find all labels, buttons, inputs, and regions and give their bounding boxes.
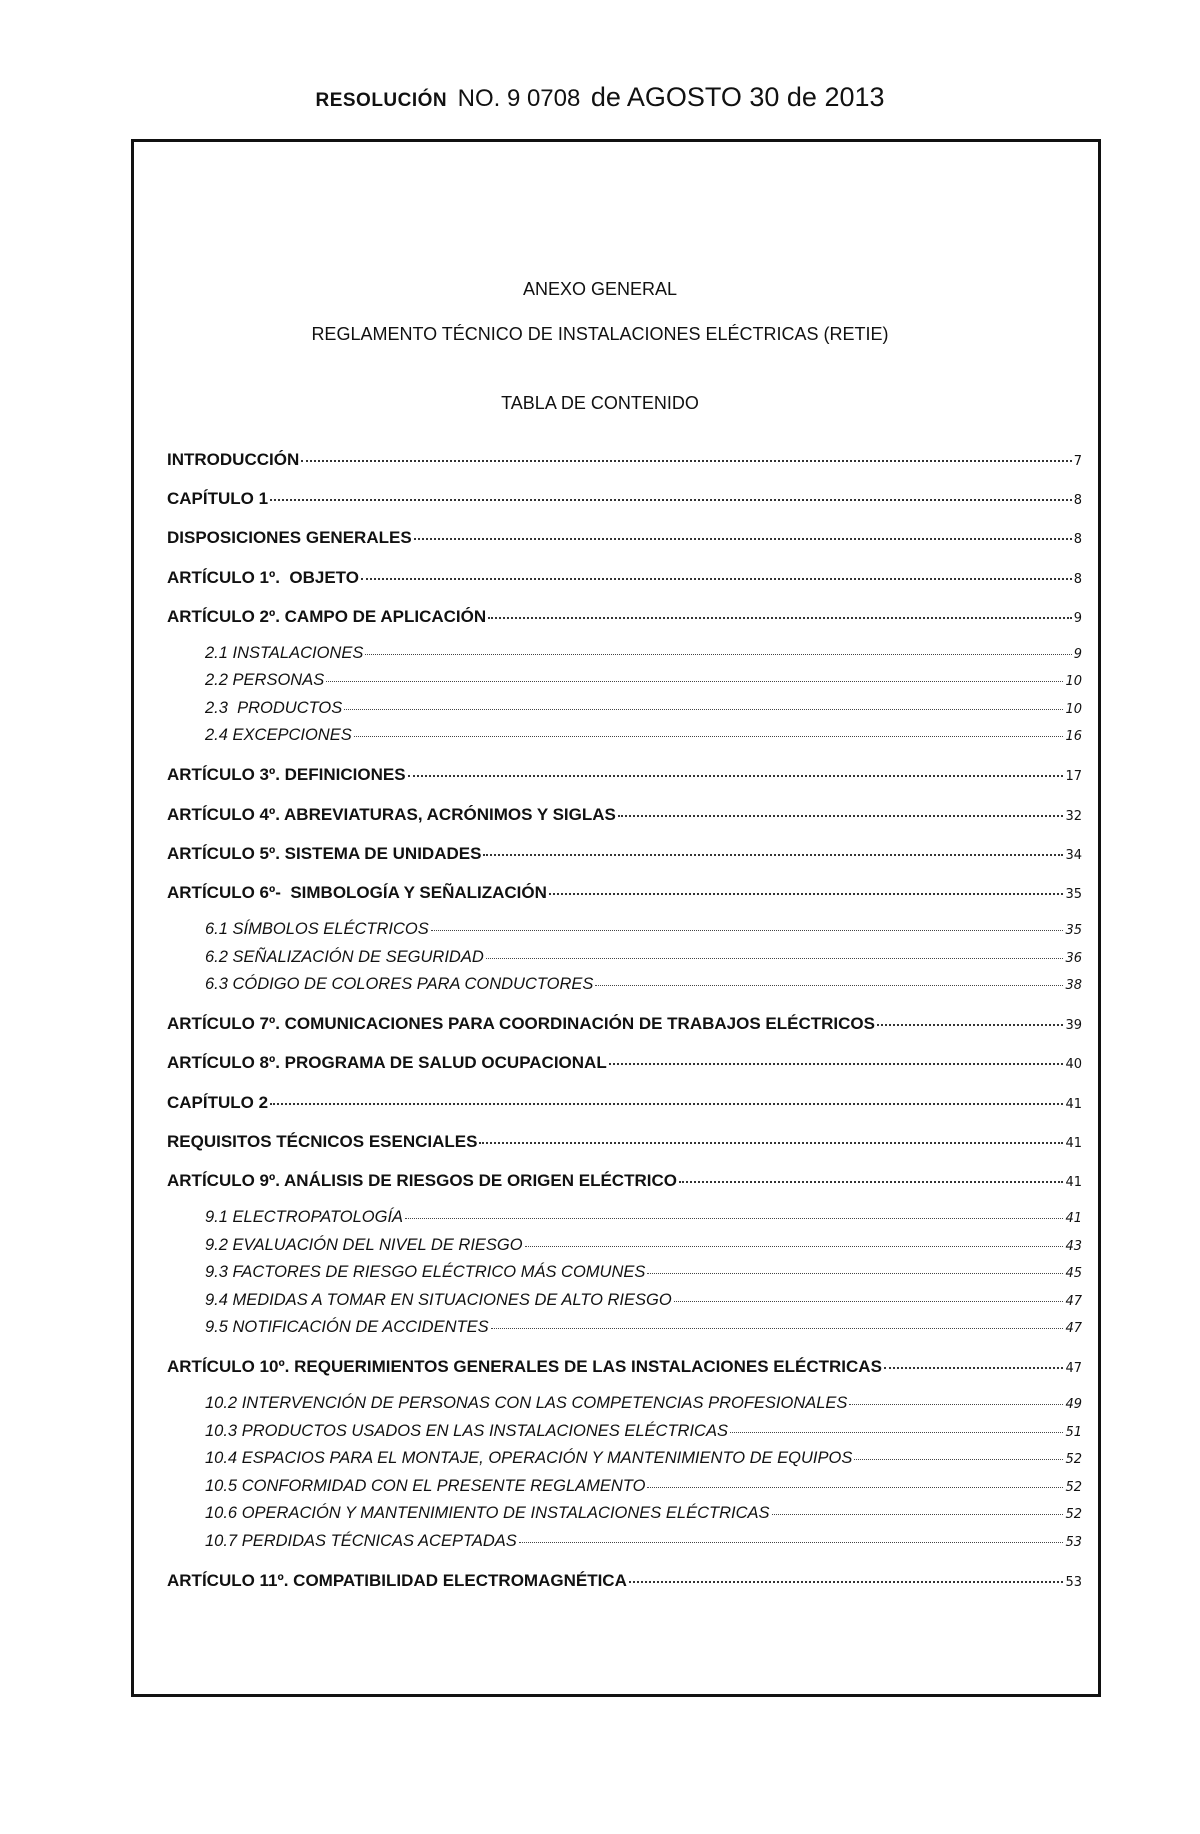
toc-subentry-6-1[interactable] (167, 918, 1082, 946)
toc-entry-label: 2.4 EXCEPCIONES (205, 726, 352, 745)
toc-page-number: 43 (1065, 1238, 1082, 1254)
toc-page-number: 52 (1065, 1479, 1082, 1495)
toc-entry-capitulo-2[interactable] (167, 1089, 1082, 1128)
toc-page-number: 47 (1065, 1293, 1082, 1309)
toc-entry-disposiciones-generales[interactable] (167, 524, 1082, 563)
toc-entry-label: 10.5 CONFORMIDAD CON EL PRESENTE REGLAMENTO (205, 1476, 646, 1495)
toc-subentry-10-3[interactable] (167, 1420, 1082, 1448)
dot-leader (647, 1273, 1063, 1274)
toc-page-number: 41 (1065, 1135, 1082, 1151)
toc-entry-articulo-3[interactable] (167, 761, 1082, 800)
toc-entry-label: ARTÍCULO 11º. COMPATIBILIDAD ELECTROMAGNÉTICA (167, 1570, 627, 1590)
toc-entry-label: ARTÍCULO 6º- SIMBOLOGÍA Y SEÑALIZACIÓN (167, 883, 547, 902)
toc-page-number: 39 (1065, 1018, 1082, 1034)
toc-page-number: 40 (1065, 1057, 1082, 1073)
toc-entry-label: 9.3 FACTORES DE RIESGO ELÉCTRICO MÁS COMUNES (205, 1263, 646, 1282)
dot-leader (849, 1404, 1063, 1405)
toc-entry-label: 6.3 CÓDIGO DE COLORES PARA CONDUCTORES (205, 975, 594, 994)
toc-subentry-2-1[interactable] (167, 642, 1082, 670)
dot-leader (674, 1301, 1064, 1302)
dot-leader (618, 815, 1064, 817)
toc-subentry-10-6[interactable] (167, 1502, 1082, 1530)
toc-entry-label: CAPÍTULO 1 (167, 489, 269, 509)
toc-page-number: 16 (1065, 729, 1082, 745)
toc-subentry-9-5[interactable] (167, 1316, 1082, 1353)
toc-entry-articulo-1[interactable] (167, 564, 1082, 603)
toc-page-number: 45 (1065, 1266, 1082, 1282)
dot-leader (609, 1063, 1064, 1065)
toc-entry-articulo-5[interactable] (167, 840, 1082, 879)
toc-entry-capitulo-1[interactable] (167, 485, 1082, 524)
toc-entry-label: 10.2 INTERVENCIÓN DE PERSONAS CON LAS COMPETENCIAS PROFESIONALES (205, 1394, 848, 1413)
dot-leader (519, 1542, 1064, 1543)
toc-page-number: 9 (1073, 610, 1082, 626)
dot-leader (405, 1218, 1063, 1219)
toc-subentry-9-1[interactable] (167, 1206, 1082, 1234)
dot-leader (414, 538, 1072, 540)
toc-subentry-2-3[interactable] (167, 697, 1082, 725)
toc-page-number: 49 (1065, 1397, 1082, 1413)
toc-entry-label: ARTÍCULO 9º. ANÁLISIS DE RIESGOS DE ORIGEN ELÉCTRICO (167, 1170, 677, 1190)
toc-entry-label: ARTÍCULO 8º. PROGRAMA DE SALUD OCUPACIONAL (167, 1053, 607, 1073)
toc-page-number: 47 (1065, 1361, 1082, 1377)
toc-subentry-9-2[interactable] (167, 1234, 1082, 1262)
dot-leader (488, 617, 1072, 619)
toc-entry-label: ARTÍCULO 10º. REQUERIMIENTOS GENERALES DE LAS INSTALACIONES ELÉCTRICAS (167, 1357, 882, 1377)
toc-page-number: 38 (1065, 978, 1082, 994)
dot-leader (431, 930, 1064, 931)
toc-entry-label: REQUISITOS TÉCNICOS ESENCIALES (167, 1131, 478, 1151)
dot-leader (629, 1581, 1064, 1583)
toc-subentry-10-4[interactable] (167, 1447, 1082, 1475)
dot-leader (365, 654, 1071, 655)
toc-entry-label: 10.6 OPERACIÓN Y MANTENIMIENTO DE INSTALACIONES ELÉCTRICAS (205, 1504, 770, 1523)
toc-entry-label: ARTÍCULO 2º. CAMPO DE APLICACIÓN (167, 606, 487, 626)
toc-entry-label: 2.3 PRODUCTOS (205, 698, 343, 717)
dot-leader (479, 1142, 1063, 1144)
dot-leader (483, 854, 1063, 856)
dot-leader (344, 709, 1063, 710)
toc-subentry-10-5[interactable] (167, 1475, 1082, 1503)
header-resolution-date: de AGOSTO 30 de 2013 (590, 82, 885, 112)
toc-entry-requisitos-tecnicos[interactable] (167, 1128, 1082, 1167)
toc-entry-label: INTRODUCCIÓN (167, 450, 300, 469)
toc-subentry-2-4[interactable] (167, 724, 1082, 761)
toc-entry-introduccion[interactable] (167, 446, 1082, 485)
toc-entry-label: 10.3 PRODUCTOS USADOS EN LAS INSTALACIONES ELÉCTRICAS (205, 1421, 728, 1440)
toc-page-number: 10 (1065, 701, 1082, 717)
toc-page-number: 7 (1073, 454, 1082, 469)
toc-entry-label: 9.5 NOTIFICACIÓN DE ACCIDENTES (205, 1318, 489, 1337)
toc-entry-label: 2.1 INSTALACIONES (205, 643, 364, 662)
dot-leader (326, 681, 1063, 682)
toc-entry-articulo-6[interactable] (167, 879, 1082, 918)
toc-entry-label: ARTÍCULO 3º. DEFINICIONES (167, 765, 406, 785)
toc-entry-label: ARTÍCULO 4º. ABREVIATURAS, ACRÓNIMOS Y SIGLAS (167, 804, 616, 824)
toc-page-number: 52 (1065, 1452, 1082, 1468)
toc-page-number: 51 (1065, 1424, 1082, 1440)
toc-subentry-2-2[interactable] (167, 669, 1082, 697)
toc-page-number: 36 (1065, 950, 1082, 966)
toc-subentry-6-3[interactable] (167, 973, 1082, 1010)
toc-page-number: 41 (1065, 1096, 1082, 1112)
toc-entry-label: 9.1 ELECTROPATOLOGÍA (205, 1208, 404, 1227)
dot-leader (354, 736, 1064, 737)
dot-leader (270, 499, 1072, 501)
dot-leader (679, 1181, 1063, 1183)
toc-page-number: 10 (1065, 674, 1082, 690)
toc-entry-articulo-4[interactable] (167, 801, 1082, 840)
toc-entry-label: 6.1 SÍMBOLOS ELÉCTRICOS (205, 920, 429, 939)
header-resolution-label: RESOLUCIÓN (315, 90, 448, 111)
toc-page-number: 32 (1065, 808, 1082, 824)
toc-entry-articulo-8[interactable] (167, 1049, 1082, 1088)
toc-entry-label: 10.4 ESPACIOS PARA EL MONTAJE, OPERACIÓN Y MANTENIMIENTO DE EQUIPOS (205, 1449, 853, 1468)
toc-subentry-9-4[interactable] (167, 1289, 1082, 1317)
toc-page-number: 9 (1073, 646, 1082, 662)
toc-subentry-10-2[interactable] (167, 1392, 1082, 1420)
dot-leader (301, 460, 1072, 462)
dot-leader (877, 1024, 1063, 1026)
toc-entry-label: 2.2 PERSONAS (205, 671, 325, 690)
toc-entry-label: 9.2 EVALUACIÓN DEL NIVEL DE RIESGO (205, 1235, 523, 1254)
dot-leader (525, 1246, 1064, 1247)
toc-entry-label: DISPOSICIONES GENERALES (167, 528, 412, 548)
dot-leader (361, 578, 1072, 580)
document-header (0, 82, 1200, 113)
toc-subentry-6-2[interactable] (167, 946, 1082, 974)
toc-entry-articulo-10[interactable] (167, 1353, 1082, 1392)
toc-entry-label: ARTÍCULO 5º. SISTEMA DE UNIDADES (167, 843, 482, 863)
toc-page-number: 52 (1065, 1507, 1082, 1523)
toc-heading: TABLA DE CONTENIDO (501, 393, 699, 413)
toc-entry-label: ARTÍCULO 7º. COMUNICACIONES PARA COORDINACIÓN DE TRABAJOS ELÉCTRICOS (167, 1014, 875, 1034)
annex-title: ANEXO GENERAL (522, 279, 678, 299)
toc-subentry-10-7[interactable] (167, 1530, 1082, 1567)
toc-page-number: 41 (1065, 1174, 1082, 1190)
dot-leader (270, 1103, 1063, 1105)
toc-page-number: 8 (1073, 532, 1082, 548)
table-of-contents (167, 446, 1082, 1606)
toc-entry-articulo-2[interactable] (167, 603, 1082, 642)
dot-leader (854, 1459, 1063, 1460)
toc-page-number: 17 (1065, 769, 1082, 785)
regulation-title: REGLAMENTO TÉCNICO DE INSTALACIONES ELÉCTRICAS (RETIE) (311, 324, 889, 344)
toc-page-number: 41 (1065, 1211, 1082, 1227)
toc-page-number: 47 (1065, 1321, 1082, 1337)
dot-leader (491, 1328, 1064, 1329)
toc-entry-label: 9.4 MEDIDAS A TOMAR EN SITUACIONES DE ALTO RIESGO (205, 1290, 672, 1309)
toc-entry-articulo-7[interactable] (167, 1010, 1082, 1049)
header-resolution-number: NO. 9 0708 (457, 85, 581, 112)
dot-leader (486, 958, 1064, 959)
dot-leader (595, 985, 1063, 986)
toc-page-number: 35 (1065, 923, 1082, 939)
toc-entry-label: CAPÍTULO 2 (167, 1092, 269, 1112)
toc-entry-articulo-11[interactable] (167, 1567, 1082, 1606)
toc-entry-label: ARTÍCULO 1º. OBJETO (167, 567, 359, 587)
toc-page-number: 34 (1065, 847, 1082, 863)
dot-leader (772, 1514, 1064, 1515)
toc-subentry-9-3[interactable] (167, 1261, 1082, 1289)
toc-page-number: 8 (1073, 493, 1082, 509)
dot-leader (884, 1367, 1064, 1369)
toc-page-number: 35 (1065, 887, 1082, 902)
toc-page-number: 8 (1073, 571, 1082, 587)
toc-page-number: 53 (1065, 1534, 1082, 1550)
dot-leader (647, 1487, 1063, 1488)
toc-entry-label: 6.2 SEÑALIZACIÓN DE SEGURIDAD (205, 947, 484, 966)
dot-leader (549, 893, 1064, 895)
dot-leader (730, 1432, 1064, 1433)
toc-page-number: 53 (1065, 1574, 1082, 1590)
dot-leader (408, 775, 1064, 777)
toc-entry-label: 10.7 PERDIDAS TÉCNICAS ACEPTADAS (205, 1531, 517, 1550)
toc-entry-articulo-9[interactable] (167, 1167, 1082, 1206)
